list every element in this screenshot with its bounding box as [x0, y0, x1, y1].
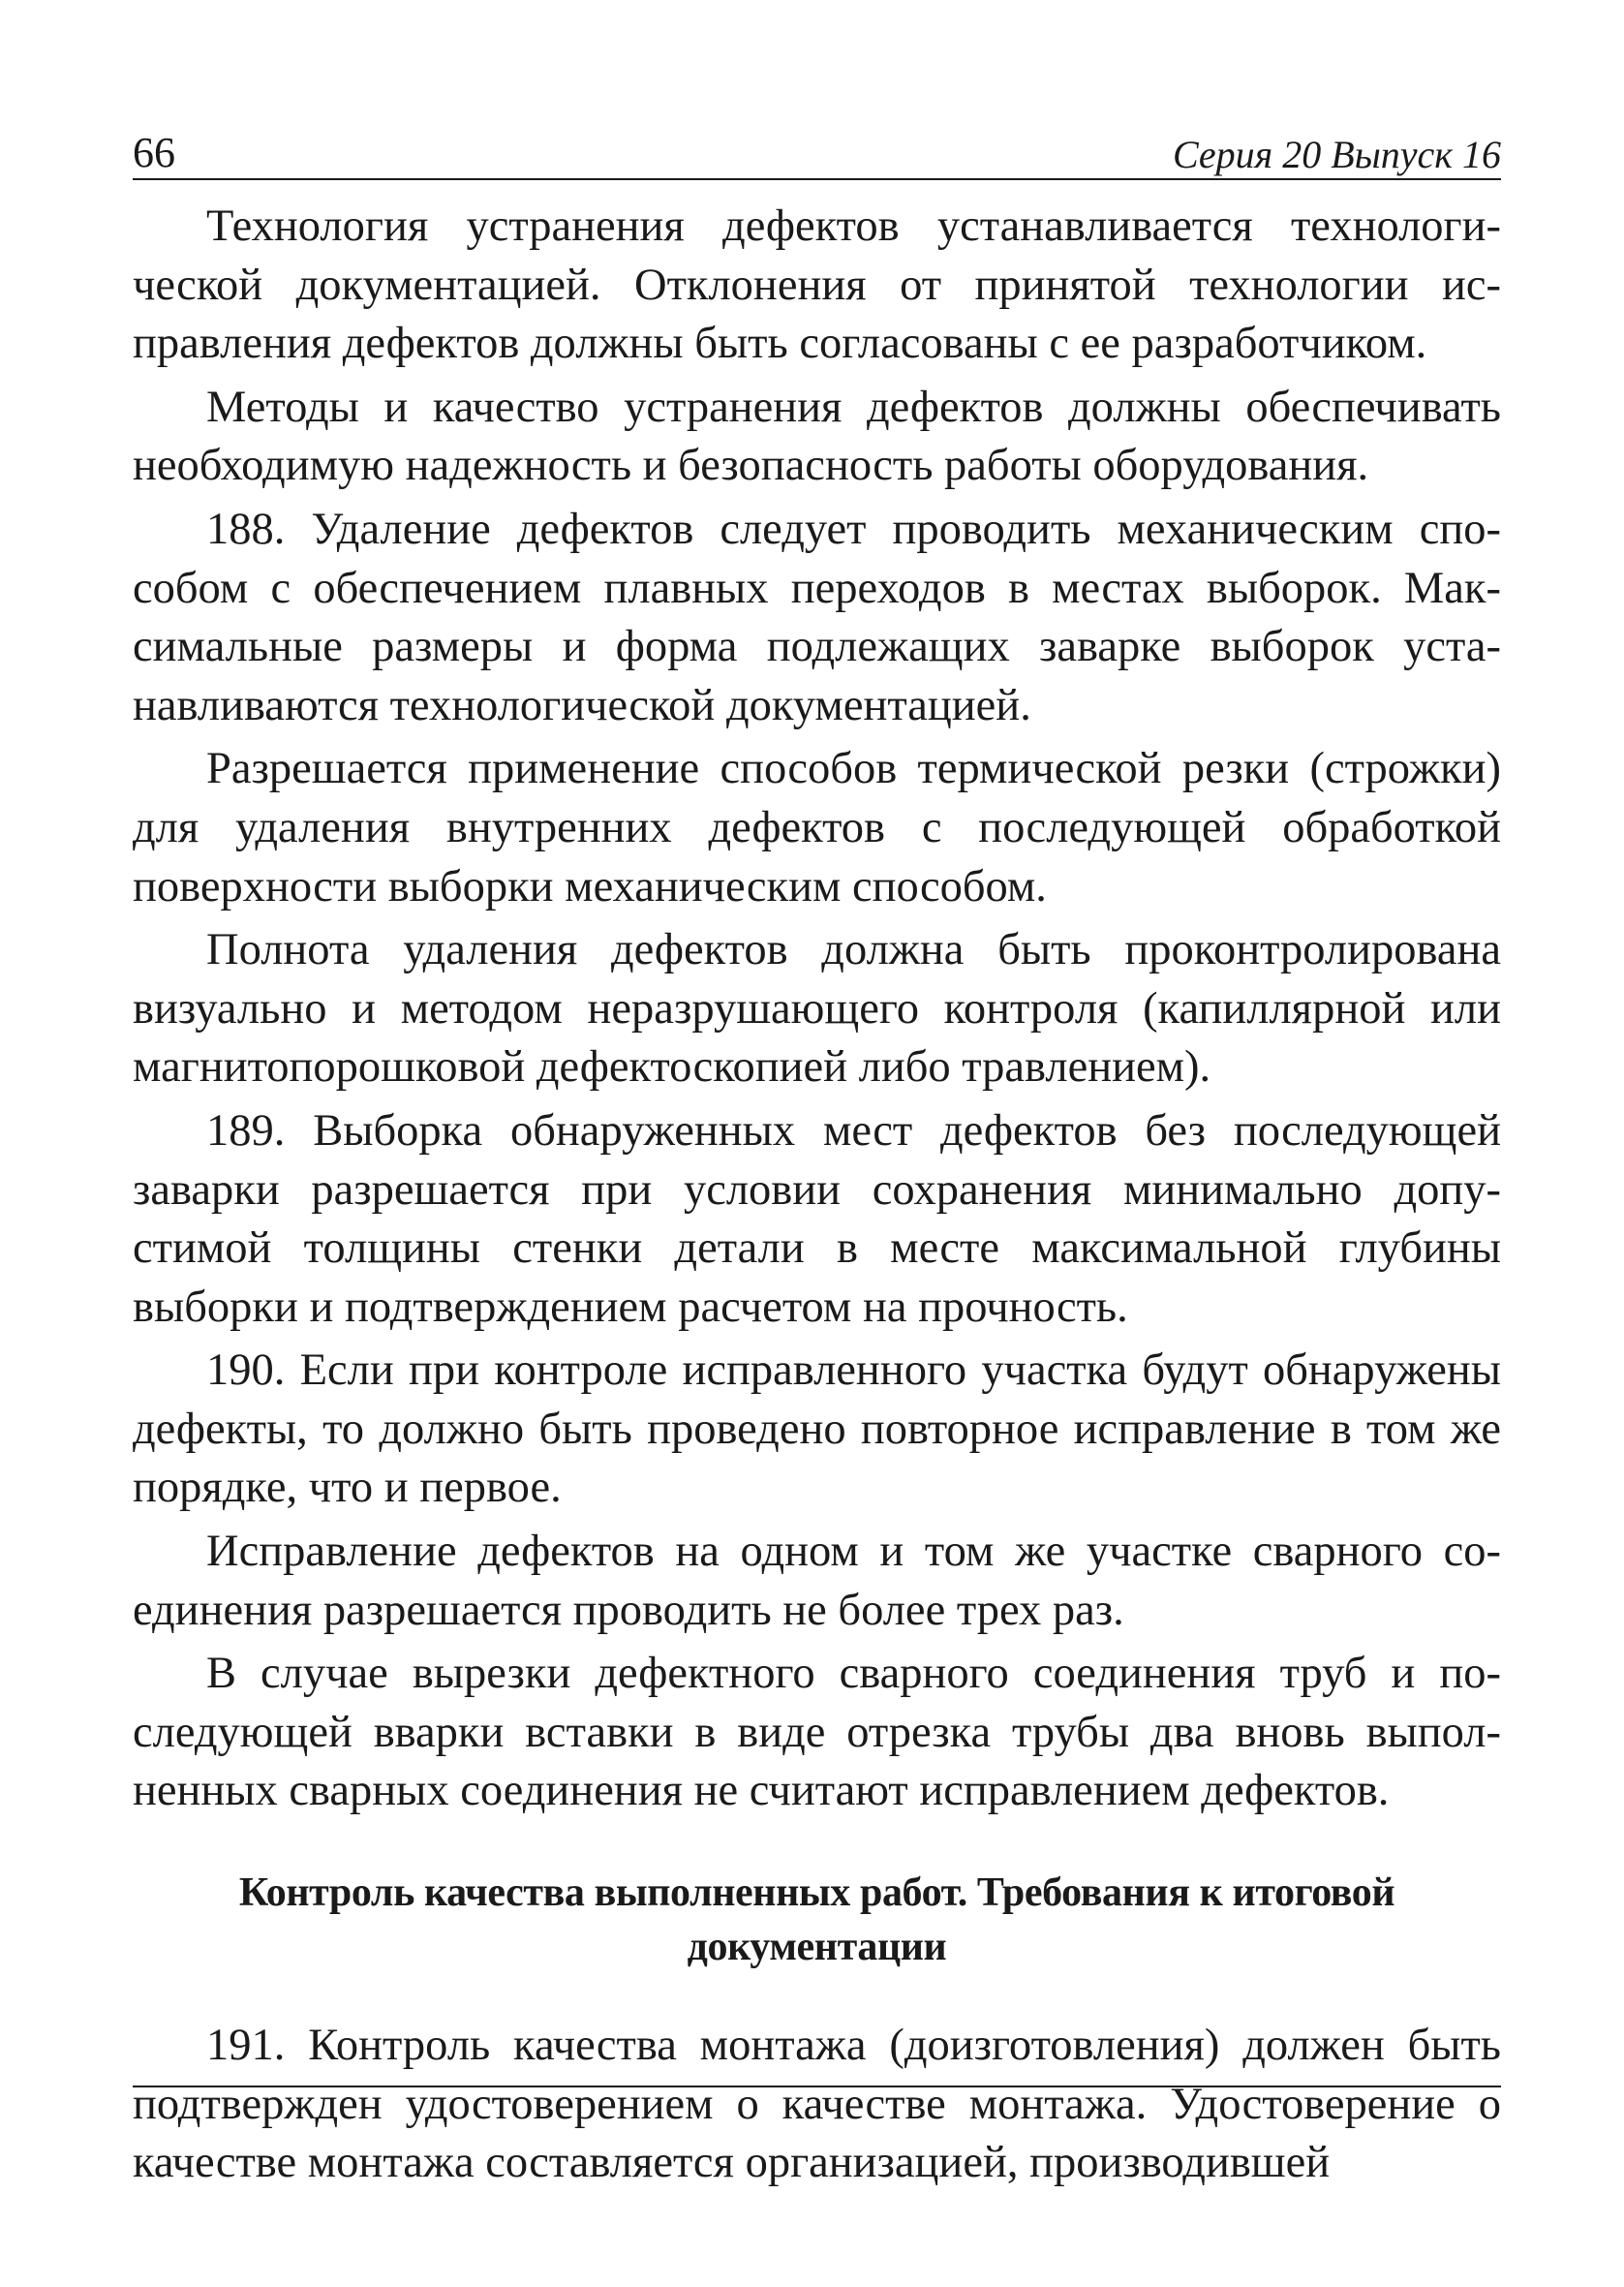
- page-header: [133, 124, 1501, 180]
- page-number: 66: [133, 129, 175, 176]
- body-text: [133, 198, 1501, 2193]
- document-page: [133, 124, 1501, 2198]
- section-title: Контроль качества выполненных работ. Требования к итоговой документации: [238, 1870, 1395, 1970]
- paragraph: Разрешается применение способов термической резки (строжки) для удаления внутренних дефектов с последующей обработкой поверхности выборки механическим способом.: [133, 744, 1501, 912]
- paragraph: В случае вырезки дефектного сварного соединения труб и последующей вварки вставки в виде отрезка трубы два вновь выполненных сварных соединения не считают исправлением дефектов.: [133, 1649, 1501, 1816]
- paragraph: Технология устранения дефектов устанавливается технологической документацией. Отклонения от принятой технологии исправления дефектов должны быть согласованы с ее разработчиком.: [133, 201, 1501, 369]
- paragraph-clause-189: 189. Выборка обнаруженных мест дефектов без последующей заварки разрешается при условии сохранения минимально допустимой толщины стенки детали в месте максимальной глубины выборки и подтверждением расчетом на прочность.: [133, 1105, 1501, 1332]
- paragraph: Методы и качество устранения дефектов должны обеспечивать необходимую надежность и безопасность работы оборудования.: [133, 382, 1501, 491]
- paragraph-clause-191: 191. Контроль качества монтажа (доизготовления) должен быть подтвержден удостоверением о качестве монтажа. Удостоверение о качестве монтажа составляется организацией, производившей: [133, 2021, 1501, 2188]
- paragraph: Полнота удаления дефектов должна быть проконтролирована визуально и методом неразрушающего контроля (капиллярной или магнитопорошковой дефектоскопией либо травлением).: [133, 925, 1501, 1093]
- footer-rule: [133, 2086, 1501, 2087]
- paragraph: Исправление дефектов на одном и том же участке сварного соединения разрешается проводить не более трех раз.: [133, 1527, 1501, 1635]
- running-head: Серия 20 Выпуск 16: [1172, 133, 1501, 176]
- paragraph-clause-188: 188. Удаление дефектов следует проводить механическим способом с обеспечением плавных переходов в местах выборок. Максимальные размеры и форма подлежащих заварке выборок устанавливаются технологической документацией.: [133, 504, 1501, 730]
- paragraph-clause-190: 190. Если при контроле исправленного участка будут обнаружены дефекты, то должно быть проведено повторное исправление в том же порядке, что и первое.: [133, 1345, 1501, 1513]
